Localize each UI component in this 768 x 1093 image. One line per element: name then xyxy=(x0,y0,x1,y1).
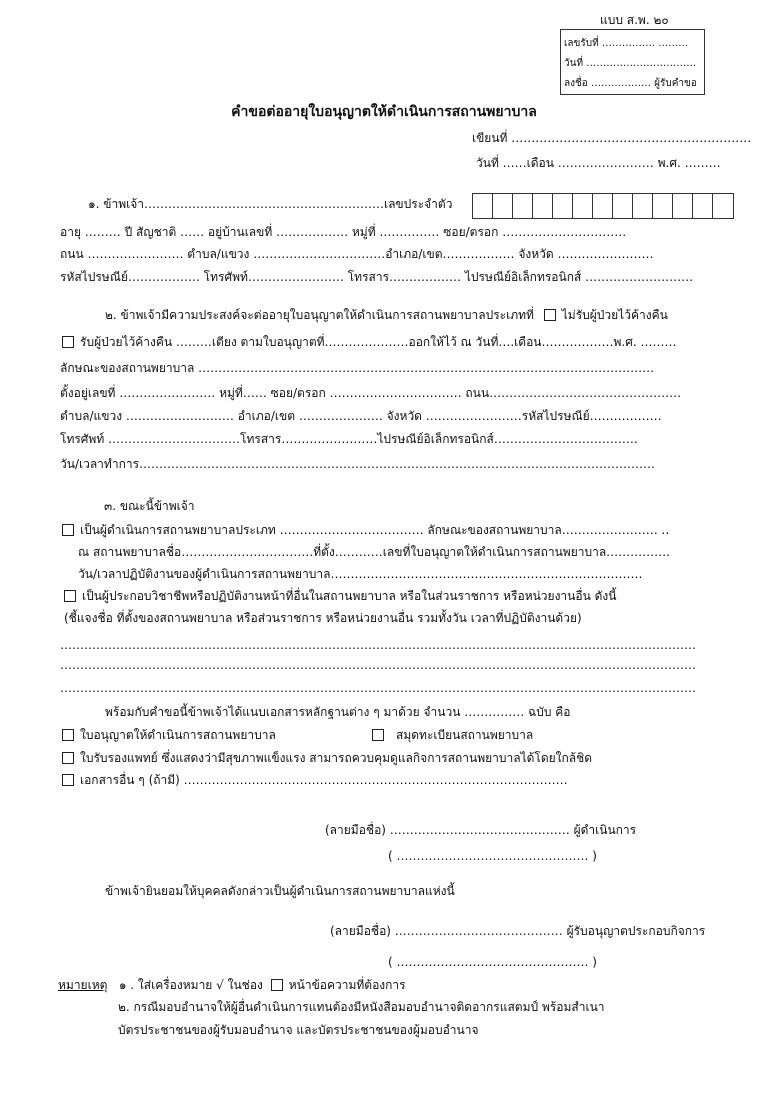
consent-statement: ข้าพเจ้ายินยอมให้บุคคลดังกล่าวเป็นผู้ดำเนินการสถานพยาบาลแห่งนี้ xyxy=(105,884,455,898)
attachment-item xyxy=(62,727,276,743)
applicant-name-field[interactable]: ๑. ข้าพเจ้า……………………………………………………เลขประจำตัว xyxy=(88,197,453,211)
blank-line[interactable]: …………………………………………………………………………………………………………………………………………… xyxy=(60,658,696,672)
applicant-district-line[interactable]: ถนน …………………… ตำบล/แขวง ……………………………อำเภอ/เขต……………… จังหวัด …………………… xyxy=(60,247,654,261)
operator-hospital-field[interactable]: ณ สถานพยาบาลชื่อ……………………………ที่ตั้ง…………เลขที่ใบอนุญาตให้ดำเนินการสถานพยาบาล……………. xyxy=(78,545,670,559)
attachment-checkbox[interactable] xyxy=(62,774,74,786)
attachment-checkbox[interactable] xyxy=(62,752,74,764)
operator-signature-field[interactable]: (ลายมือชื่อ) ……………………………………… ผู้ดำเนินการ xyxy=(325,823,637,837)
id-digit-box[interactable] xyxy=(533,194,553,218)
attachment-item xyxy=(62,772,568,788)
id-digit-box[interactable] xyxy=(653,194,673,218)
attachment-item xyxy=(372,727,533,743)
licensee-name-field[interactable]: ( ………………………………………… ) xyxy=(388,955,597,969)
id-digit-box[interactable] xyxy=(493,194,513,218)
id-digit-box[interactable] xyxy=(573,194,593,218)
note-2: ๒. กรณีมอบอำนาจให้ผู้อื่นดำเนินการแทนต้องมีหนังสือมอบอำนาจติดอากรแสตมป์ พร้อมสำเนา xyxy=(118,1000,605,1014)
page-title: คำขอต่ออายุใบอนุญาตให้ดำเนินการสถานพยาบาล xyxy=(231,104,537,120)
id-digit-box[interactable] xyxy=(593,194,613,218)
operator-checkbox[interactable] xyxy=(62,524,74,536)
receipt-box xyxy=(560,29,705,95)
blank-line[interactable]: …………………………………………………………………………………………………………………………………………… xyxy=(60,681,696,695)
operator-label[interactable]: เป็นผู้ดำเนินการสถานพยาบาลประเภท ……………………………… ลักษณะของสถานพยาบาล…………………… .. xyxy=(80,523,670,537)
id-digit-box[interactable] xyxy=(693,194,713,218)
id-digit-box[interactable] xyxy=(473,194,493,218)
no-overnight-checkbox[interactable] xyxy=(544,309,556,321)
hospital-address-field[interactable]: ตั้งอยู่เลขที่ …………………… หมู่ที่…… ซอย/ตรอก …………………………… ถนน………………………………………… xyxy=(60,386,682,400)
attachment-item xyxy=(62,750,592,766)
id-number-boxes[interactable] xyxy=(472,193,734,219)
attachment-checkbox[interactable] xyxy=(62,729,74,741)
operator-name-field[interactable]: ( ………………………………………… ) xyxy=(388,849,597,863)
overnight-checkbox[interactable] xyxy=(62,336,74,348)
note-1 xyxy=(58,977,406,993)
note-1-text: ๑ . ใส่เครื่องหมาย √ ในช่อง xyxy=(118,978,263,992)
receiver-signature-field[interactable]: ลงชื่อ ……………… ผู้รับคำขอ xyxy=(564,78,697,89)
section3-heading: ๓. ขณะนี้ข้าพเจ้า xyxy=(104,499,195,513)
attachment-label: ใบรับรองแพทย์ ซึ่งแสดงว่ามีสุขภาพแข็งแรง สามารถควบคุมดูแลกิจการสถานพยาบาลได้โดยใกล้ชิด xyxy=(80,751,593,765)
form-code: แบบ ส.พ. ๒๐ xyxy=(600,13,669,27)
blank-line[interactable]: …………………………………………………………………………………………………………………………………………… xyxy=(60,638,696,652)
id-digit-box[interactable] xyxy=(633,194,653,218)
licensee-signature-field[interactable]: (ลายมือชื่อ) …………………………………… ผู้รับอนุญาตประกอบกิจการ xyxy=(330,924,706,938)
operator-option xyxy=(62,522,669,538)
hospital-contact-field[interactable]: โทรศัพท์ ……………………………โทรสาร……………………ไปรษณีย์อิเล็กทรอนิกส์……………………………… xyxy=(60,432,638,446)
operator-hours-field[interactable]: วัน/เวลาปฏิบัติงานของผู้ดำเนินการสถานพยาบาล…………………………………………………………………… xyxy=(78,567,643,581)
section2-text: ๒. ข้าพเจ้ามีความประสงค์จะต่ออายุใบอนุญาตให้ดำเนินการสถานพยาบาลประเภทที่ xyxy=(105,308,534,322)
professional-checkbox[interactable] xyxy=(64,590,76,602)
section2-heading xyxy=(105,307,668,323)
note-2-continued: บัตรประชาชนของผู้รับมอบอำนาจ และบัตรประชาชนของผู้มอบอำนาจ xyxy=(118,1023,479,1037)
id-digit-box[interactable] xyxy=(513,194,533,218)
example-checkbox-icon xyxy=(271,979,283,991)
overnight-label[interactable]: รับผู้ป่วยไว้ค้างคืน ………เตียง ตามใบอนุญาตที่…………………ออกให้ไว้ ณ วันที่….เดือน………………พ.ศ. ……… xyxy=(80,335,677,349)
notes-label: หมายเหตุ xyxy=(58,978,108,992)
hospital-type-field[interactable]: ลักษณะของสถานพยาบาล …………………………………………………………………………………………………… xyxy=(60,361,655,375)
id-digit-box[interactable] xyxy=(553,194,573,218)
written-at-field[interactable]: เขียนที่ …………………………………………………… xyxy=(472,131,752,145)
attachment-label: ใบอนุญาตให้ดำเนินการสถานพยาบาล xyxy=(80,728,276,742)
hospital-district-field[interactable]: ตำบล/แขวง ……………………… อำเภอ/เขต ………………… จังหวัด ……………………รหัสไปรษณีย์……………… xyxy=(60,409,662,423)
applicant-address-line[interactable]: อายุ ……… ปี สัญชาติ …… อยู่บ้านเลขที่ ……………… หมู่ที่ …………… ซอย/ตรอก …………………………. xyxy=(60,225,627,239)
professional-label: เป็นผู้ประกอบวิชาชีพหรือปฏิบัติงานหน้าที่อื่นในสถานพยาบาล หรือในส่วนราชการ หรือหน่วยงานอื่น ดังนี้ xyxy=(82,589,617,603)
receipt-date-field[interactable]: วันที่ …………………………… xyxy=(564,58,697,69)
applicant-contact-line[interactable]: รหัสไปรษณีย์……………… โทรศัพท์…………………… โทรสาร……………… ไปรษณีย์อิเล็กทรอนิกส์ ……………………… xyxy=(60,270,694,284)
attachments-intro[interactable]: พร้อมกับคำขอนี้ข้าพเจ้าได้แนบเอกสารหลักฐานต่าง ๆ มาด้วย จำนวน …………… ฉบับ คือ xyxy=(105,705,571,719)
attachment-label: สมุดทะเบียนสถานพยาบาล xyxy=(396,728,534,742)
id-digit-box[interactable] xyxy=(613,194,633,218)
no-overnight-label: ไม่รับผู้ป่วยไว้ค้างคืน xyxy=(561,308,668,322)
attachment-label[interactable]: เอกสารอื่น ๆ (ถ้ามี) …………………………………………………………………………………… xyxy=(80,773,568,787)
professional-option xyxy=(64,588,616,604)
receipt-number-field[interactable]: เลขรับที่ ……………. ……… xyxy=(564,38,689,49)
overnight-option xyxy=(62,334,676,350)
id-digit-box[interactable] xyxy=(673,194,693,218)
date-field[interactable]: วันที่ ……เดือน …………………… พ.ศ. ……… xyxy=(476,156,721,170)
business-hours-field[interactable]: วัน/เวลาทำการ………………………………………………………………………………………………………………… xyxy=(60,457,656,471)
attachment-checkbox[interactable] xyxy=(372,729,384,741)
note-1-suffix: หน้าข้อความที่ต้องการ xyxy=(288,978,406,992)
id-digit-box[interactable] xyxy=(713,194,733,218)
professional-note: (ชี้แจงชื่อ ที่ตั้งของสถานพยาบาล หรือส่วนราชการ หรือหน่วยงานอื่น รวมทั้งวัน เวลาที่ปฏิบัติงานด้วย) xyxy=(64,611,582,625)
